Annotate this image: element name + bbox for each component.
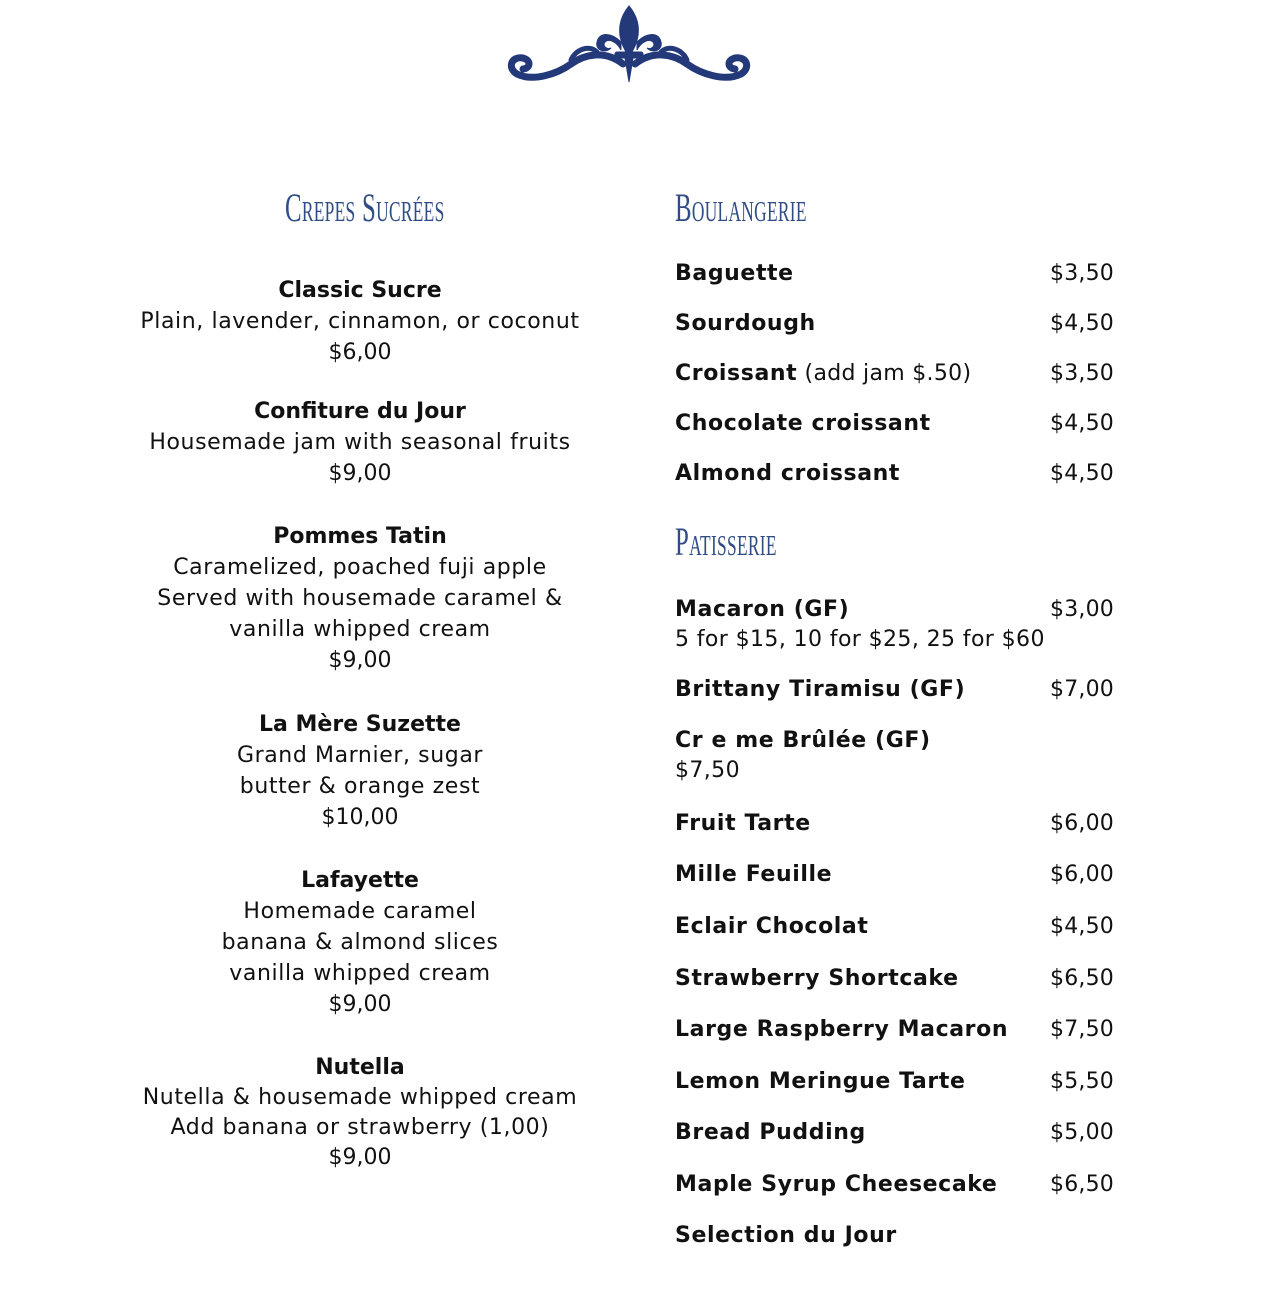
fleur-de-lis-icon (505, 2, 753, 88)
menu-item-classic-sucre (130, 275, 590, 368)
item-price: $5,50 (1050, 1069, 1114, 1094)
item-name: Macaron (GF) (675, 597, 850, 622)
item-price: $4,50 (1050, 914, 1114, 939)
item-description: Add banana or strawberry (1,00) (170, 1115, 550, 1140)
menu-item-lafayette (130, 865, 590, 1020)
item-name: Almond croissant (675, 461, 901, 486)
item-description: vanilla whipped cream (229, 617, 491, 642)
menu-item-creme-brulee (675, 726, 1115, 786)
item-name: Maple Syrup Cheesecake (675, 1172, 998, 1197)
item-name: Nutella (315, 1055, 405, 1080)
menu-item-mille-feuille (675, 860, 1115, 890)
item-price: $9,00 (328, 992, 392, 1017)
item-name: La Mère Suzette (259, 712, 461, 737)
menu-item-bread-pudding (675, 1118, 1115, 1148)
item-name: Eclair Chocolat (675, 914, 869, 939)
item-name: Classic Sucre (278, 278, 442, 303)
menu-item-chocolate-croissant (675, 409, 1115, 439)
item-price: $9,00 (328, 648, 392, 673)
menu-item-fruit-tarte (675, 809, 1115, 839)
item-name: Strawberry Shortcake (675, 966, 959, 991)
menu-item-sourdough (675, 309, 1115, 339)
item-name: Brittany Tiramisu (GF) (675, 677, 966, 702)
item-description: banana & almond slices (221, 930, 499, 955)
item-subtext: 5 for $15, 10 for $25, 25 for $60 (675, 627, 1045, 652)
item-description: Served with housemade caramel & (157, 586, 563, 611)
menu-item-nutella (130, 1053, 590, 1173)
item-description: Homemade caramel (243, 899, 477, 924)
item-name: Sourdough (675, 311, 816, 336)
menu-item-baguette (675, 259, 1115, 289)
menu-item-confiture-du-jour (130, 396, 590, 489)
item-price: $6,00 (328, 340, 392, 365)
item-description: Plain, lavender, cinnamon, or coconut (140, 309, 580, 334)
menu-item-croissant (675, 359, 1115, 389)
item-name: Lafayette (301, 868, 419, 893)
menu-item-large-raspberry-macaron (675, 1015, 1115, 1045)
item-note: (add jam $.50) (797, 361, 972, 386)
item-price: $4,50 (1050, 311, 1114, 336)
menu-item-strawberry-shortcake (675, 964, 1115, 994)
item-name: Baguette (675, 261, 794, 286)
item-name: Fruit Tarte (675, 811, 811, 836)
item-price: $6,00 (1050, 811, 1114, 836)
item-price: $5,00 (1050, 1120, 1114, 1145)
item-price: $10,00 (321, 805, 399, 830)
item-description: butter & orange zest (239, 774, 481, 799)
menu-item-macaron (675, 595, 1115, 655)
item-price: $9,00 (328, 461, 392, 486)
item-description: vanilla whipped cream (229, 961, 491, 986)
item-description: Grand Marnier, sugar (236, 743, 484, 768)
item-description: Nutella & housemade whipped cream (142, 1085, 578, 1110)
item-price: $7,50 (675, 758, 740, 783)
item-price: $3,50 (1050, 361, 1114, 386)
item-name: Large Raspberry Macaron (675, 1017, 1009, 1042)
menu-item-maple-syrup-cheesecake (675, 1170, 1115, 1200)
menu-item-lemon-meringue-tarte (675, 1067, 1115, 1097)
item-name: Selection du Jour (675, 1223, 897, 1248)
item-price: $4,50 (1050, 411, 1114, 436)
boulangerie-section-title: Boulangerie (675, 185, 807, 230)
item-price: $3,50 (1050, 261, 1114, 286)
item-price: $6,50 (1050, 966, 1114, 991)
item-name: Bread Pudding (675, 1120, 866, 1145)
item-price: $6,00 (1050, 862, 1114, 887)
item-price: $3,00 (1050, 597, 1114, 622)
item-name: Croissant (675, 361, 798, 386)
item-price: $6,50 (1050, 1172, 1114, 1197)
menu-item-brittany-tiramisu (675, 675, 1115, 705)
item-price: $7,00 (1050, 677, 1114, 702)
item-name: Cr e me Brûlée (GF) (675, 728, 931, 753)
item-name: Lemon Meringue Tarte (675, 1069, 966, 1094)
menu-item-eclair-chocolat (675, 912, 1115, 942)
item-description: Housemade jam with seasonal fruits (149, 430, 571, 455)
item-name: Confiture du Jour (254, 399, 466, 424)
menu-item-almond-croissant (675, 459, 1115, 489)
item-name: Mille Feuille (675, 862, 833, 887)
item-name: Chocolate croissant (675, 411, 931, 436)
patisserie-section-title: Patisserie (675, 519, 777, 564)
menu-item-pommes-tatin (130, 521, 590, 676)
item-price: $9,00 (328, 1145, 392, 1170)
menu-item-selection-du-jour (675, 1221, 1115, 1251)
item-price: $4,50 (1050, 461, 1114, 486)
menu-item-la-mere-suzette (130, 709, 590, 833)
item-price: $7,50 (1050, 1017, 1114, 1042)
item-name: Pommes Tatin (273, 524, 447, 549)
item-description: Caramelized, poached fuji apple (173, 555, 547, 580)
crepes-section-title: Crepes Sucrées (285, 185, 445, 230)
